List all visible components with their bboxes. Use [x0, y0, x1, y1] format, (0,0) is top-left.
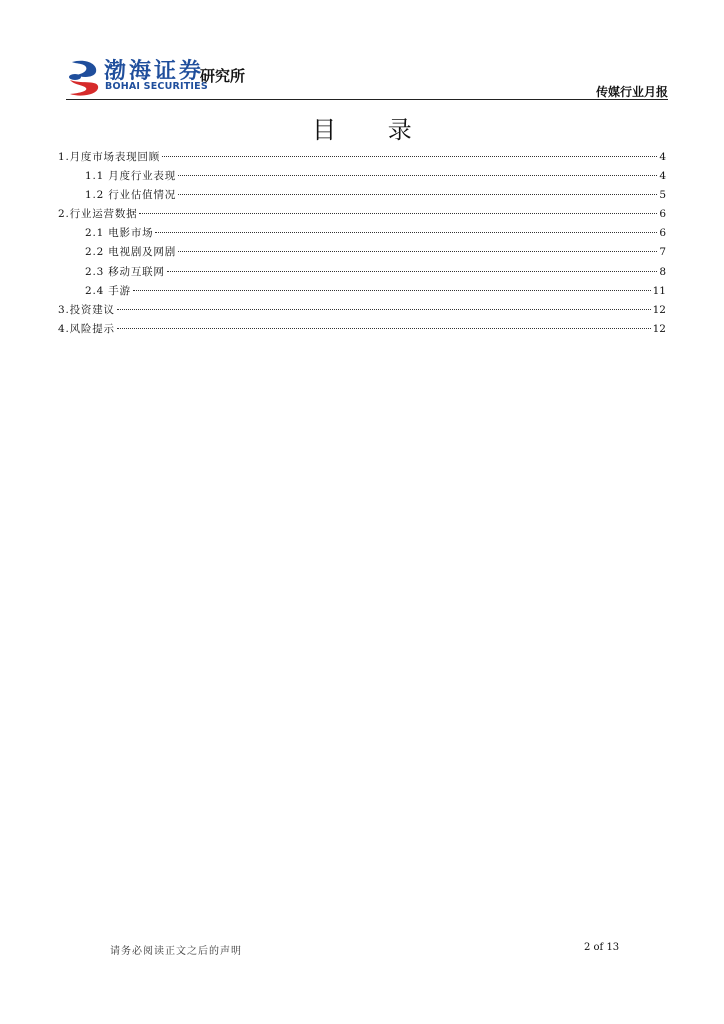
logo-english-name: BOHAI SECURITIES: [105, 81, 208, 92]
toc-leader-dots: [117, 309, 651, 310]
toc-leader-dots: [162, 156, 657, 157]
toc-leader-dots: [117, 328, 651, 329]
toc-leader-dots: [178, 175, 657, 176]
toc-entry-page: 8: [659, 265, 666, 278]
toc-leader-dots: [139, 213, 657, 214]
toc-leader-dots: [133, 290, 651, 291]
toc-entry[interactable]: [58, 243, 666, 262]
toc-leader-dots: [178, 194, 657, 195]
toc-entry-page: 12: [652, 303, 666, 316]
toc-entry[interactable]: [58, 167, 666, 186]
toc-entry[interactable]: [58, 320, 666, 339]
toc-entry[interactable]: [58, 224, 666, 243]
toc-entry[interactable]: [58, 301, 666, 320]
report-type: 传媒行业月报: [595, 85, 668, 99]
header-divider: [66, 99, 668, 100]
page-header: [66, 52, 668, 100]
toc-entry-label: 2.4 手游: [85, 284, 131, 297]
toc-entry-label: 2.1 电影市场: [85, 227, 154, 240]
toc-title: 目 录: [312, 116, 434, 144]
toc-entry-label: 2.3 移动互联网: [85, 265, 165, 278]
toc-entry-label: 2.行业运营数据: [58, 208, 138, 221]
toc-leader-dots: [155, 232, 657, 233]
toc-entry-page: 11: [652, 284, 666, 297]
toc-entry[interactable]: [58, 205, 666, 224]
toc-entry[interactable]: [58, 263, 666, 282]
toc-entry-label: 1.2 行业估值情况: [85, 189, 177, 202]
toc-entry-page: 5: [659, 189, 666, 202]
toc-entry-label: 3.投资建议: [58, 303, 115, 316]
toc-entry-label: 2.2 电视剧及网剧: [85, 246, 177, 259]
institute-label: 研究所: [200, 67, 246, 85]
toc-entry-label: 1.1 月度行业表现: [85, 170, 177, 183]
toc-entry[interactable]: [58, 186, 666, 205]
toc-entry-page: 4: [659, 170, 666, 183]
toc-entry-page: 6: [659, 227, 666, 240]
toc-entry[interactable]: [58, 282, 666, 301]
footer-disclaimer: 请务必阅读正文之后的声明: [110, 946, 242, 957]
toc-entry-label: 4.风险提示: [58, 322, 115, 335]
toc-entry-label: 1.月度市场表现回顾: [58, 151, 161, 163]
page-number: 2 of 13: [584, 942, 620, 953]
toc-entry[interactable]: [58, 148, 666, 167]
toc-entry-page: 6: [659, 208, 666, 221]
logo-chinese-name: 渤海证券: [104, 58, 205, 84]
toc-entry-page: 4: [659, 151, 666, 163]
table-of-contents: [58, 148, 666, 339]
toc-leader-dots: [178, 251, 657, 252]
toc-leader-dots: [167, 271, 658, 272]
toc-entry-page: 7: [659, 246, 666, 259]
bohai-logo-icon: [66, 58, 102, 98]
toc-entry-page: 12: [652, 322, 666, 335]
